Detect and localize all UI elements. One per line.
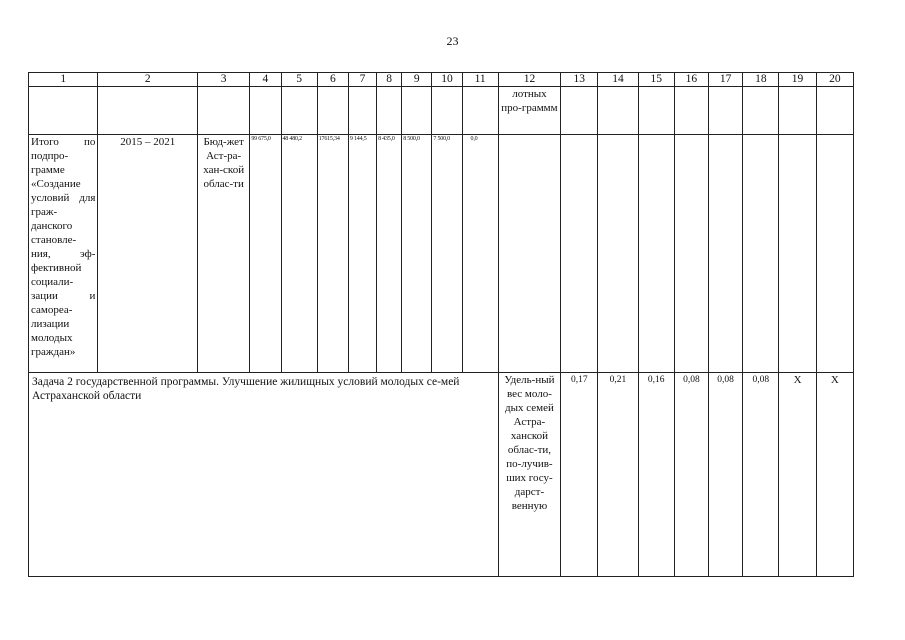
indicator-value: X: [779, 373, 816, 577]
column-number: 1: [29, 73, 98, 87]
column-number: 16: [674, 73, 708, 87]
funding-value: 48 480,2: [281, 135, 317, 373]
funding-value: 8 435,0: [377, 135, 402, 373]
column-number: 4: [250, 73, 281, 87]
indicator-value: 0,21: [598, 373, 638, 577]
column-number: 11: [462, 73, 498, 87]
page-number: 23: [446, 34, 459, 48]
column-number: 5: [281, 73, 317, 87]
task-2-title: Задача 2 государственной программы. Улучшение жилищных условий молодых се-мей Астраханской области: [29, 373, 499, 577]
indicator-value: 0,08: [709, 373, 743, 577]
column-number: 2: [98, 73, 198, 87]
funding-value: 8 500,0: [402, 135, 432, 373]
continuation-row: [29, 87, 854, 135]
column-number: 15: [638, 73, 674, 87]
program-table: [28, 72, 854, 577]
column-number: 17: [709, 73, 743, 87]
period: 2015 – 2021: [98, 135, 198, 373]
column-number: 7: [348, 73, 376, 87]
indicator-value: 0,17: [561, 373, 598, 577]
column-number: 9: [402, 73, 432, 87]
funding-value: 17615,34: [317, 135, 348, 373]
funding-value: 7 500,0: [432, 135, 462, 373]
column-number: 13: [561, 73, 598, 87]
column-number: 12: [498, 73, 560, 87]
indicator-value: X: [816, 373, 853, 577]
subprogram-total-row: [29, 135, 854, 373]
column-number: 18: [743, 73, 779, 87]
column-number: 10: [432, 73, 462, 87]
column-number: 20: [816, 73, 853, 87]
column-number: 3: [198, 73, 250, 87]
column-number-row: [29, 73, 854, 87]
funding-value: 0,0: [462, 135, 498, 373]
indicator-value: 0,16: [638, 373, 674, 577]
task-2-row: [29, 373, 854, 577]
subprogram-name: Итого по подпро-грамме «Создание условий для граж-данского становле-ния, эф-фективной социали-зации и самореа-лизации молодых граждан»: [29, 135, 98, 373]
funding-value: 99 675,0: [250, 135, 281, 373]
column-number: 14: [598, 73, 638, 87]
column-number: 6: [317, 73, 348, 87]
funding-source: Бюд-жет Аст-ра-хан-ской облас-ти: [198, 135, 250, 373]
column-number: 8: [377, 73, 402, 87]
indicator-value: 0,08: [674, 373, 708, 577]
indicator-value: 0,08: [743, 373, 779, 577]
task-2-indicator: Удель-ный вес моло-дых семей Астра-ханской облас-ти, по-лучив-ших госу-дарст-венную: [498, 373, 560, 577]
funding-value: 9 144,5: [348, 135, 376, 373]
indicator-continuation: лотных про-граммм: [498, 87, 560, 135]
column-number: 19: [779, 73, 816, 87]
